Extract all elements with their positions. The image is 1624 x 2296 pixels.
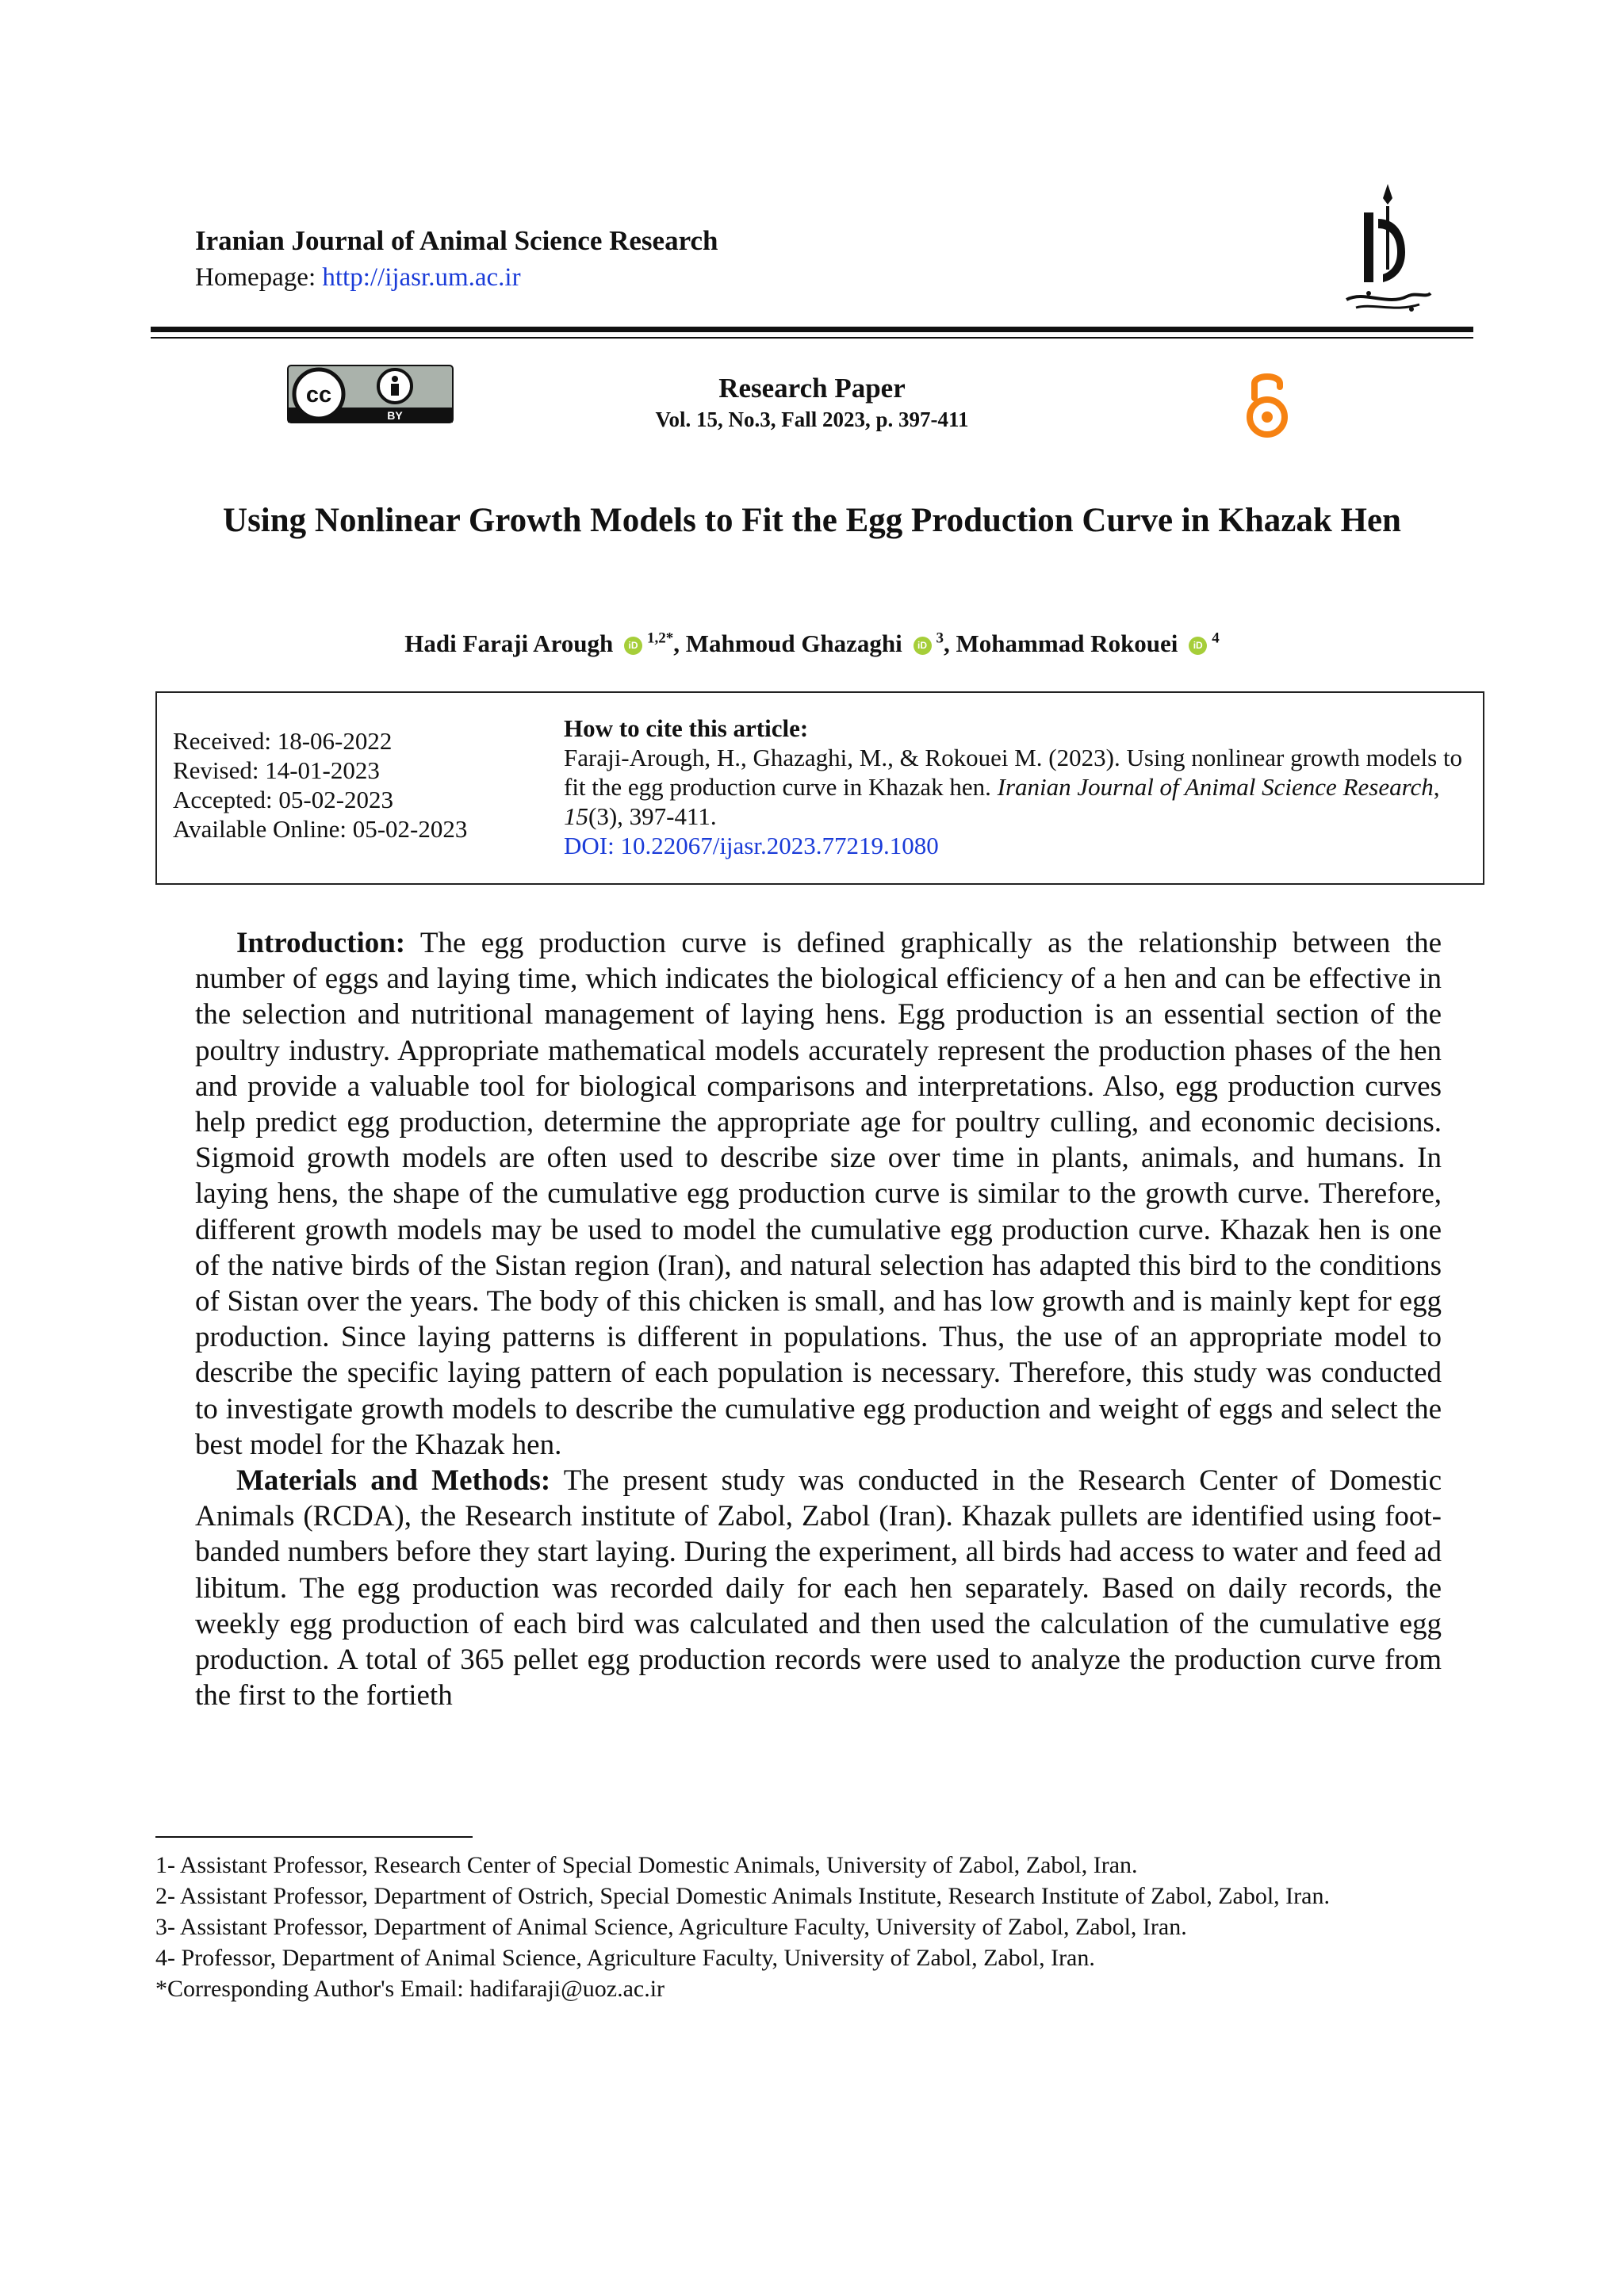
revised-date: Revised: 14-01-2023: [173, 756, 380, 784]
orcid-icon[interactable]: iD: [914, 637, 932, 655]
citation-doi-link[interactable]: DOI: 10.22067/ijasr.2023.77219.1080: [564, 832, 939, 859]
citation-text: [564, 743, 1476, 831]
footnote-item: 2- Assistant Professor, Department of Ostrich, Special Domestic Animals Institute, Research Institute of Zabol, Zabol, Iran.: [155, 1883, 1330, 1909]
cc-by-label: BY: [387, 409, 403, 422]
orcid-icon[interactable]: iD: [1189, 637, 1207, 655]
footnote-item: 3- Assistant Professor, Department of Animal Science, Agriculture Faculty, University of Zabol, Zabol, Iran.: [155, 1914, 1187, 1940]
paper-type: Research Paper: [718, 373, 906, 404]
homepage-line: [195, 263, 521, 293]
abstract-body: [195, 925, 1442, 1713]
footnote-item: 1- Assistant Professor, Research Center of Special Domestic Animals, University of Zabol, Zabol, Iran.: [155, 1852, 1138, 1878]
author-list: [0, 629, 1624, 658]
citation-journal: Iranian Journal of Animal Science Research: [997, 773, 1434, 801]
header-rule-thin: [151, 337, 1473, 339]
orcid-icon[interactable]: iD: [624, 637, 642, 655]
author-separator: ,: [944, 629, 956, 657]
citation-volume: 15: [564, 802, 588, 830]
open-access-icon: [1247, 366, 1288, 439]
homepage-link[interactable]: http://ijasr.um.ac.ir: [322, 263, 521, 292]
methods-heading: Materials and Methods:: [236, 1464, 551, 1498]
citation-heading: How to cite this article:: [564, 714, 809, 742]
volume-info: Vol. 15, No.3, Fall 2023, p. 397-411: [655, 408, 969, 431]
footnote-item: *Corresponding Author's Email: hadifaraji@uoz.ac.ir: [155, 1976, 665, 2002]
introduction-paragraph: [195, 925, 1442, 1463]
citation-authors-title: Faraji-Arough, H., Ghazaghi, M., & Rokouei M. (2023). Using nonlinear growth models to fit the egg production curve in Khazak hen.: [564, 744, 1463, 801]
author-affiliation: 1,2*: [647, 629, 674, 647]
journal-title: Iranian Journal of Animal Science Research: [195, 225, 718, 256]
citation-pages: (3), 397-411.: [588, 802, 717, 830]
homepage-label: Homepage:: [195, 263, 323, 292]
author-name: Mohammad Rokouei: [956, 629, 1178, 657]
article-dates: [173, 726, 467, 844]
citation-block: [564, 714, 1476, 860]
university-logo-icon: [1340, 181, 1435, 316]
author-name: Mahmoud Ghazaghi: [685, 629, 902, 657]
paper-title: Using Nonlinear Growth Models to Fit the Egg Production Curve in Khazak Hen: [223, 502, 1401, 539]
introduction-text: The egg production curve is defined graphically as the relationship between the number of eggs and laying time, which indicates the biological efficiency of a hen and can be effective in the selection and nutritional management of laying hens. Egg production is an essential section of the poultry industry. Appropriate mathematical models accurately represent the production phases of the hen and provide a valuable tool for biological comparisons and interpretations. Also, egg production curves help predict egg production, determine the appropriate age for poultry culling, and economic decisions. Sigmoid growth models are often used to describe size over time in plants, animals, and humans. In laying hens, the shape of the cumulative egg production curve is similar to the growth curve. Therefore, different growth models may be used to model the cumulative egg production curve. Khazak hen is one of the native birds of the Sistan region (Iran), and natural selection has adapted this bird to the conditions of Sistan over the years. The body of this chicken is small, and has low growth and is mainly kept for egg production. Since laying patterns is different in populations. Thus, the use of an appropriate model to describe the specific laying pattern of each population is necessary. Therefore, this study was conducted to investigate growth models to describe the cumulative egg production and weight of eggs and select the best model for the Khazak hen.: [195, 927, 1442, 1461]
introduction-heading: Introduction:: [236, 927, 406, 959]
article-info-box: [155, 691, 1484, 885]
footnote-item: 4- Professor, Department of Animal Science, Agriculture Faculty, University of Zabol, Zabol, Iran.: [155, 1945, 1095, 1971]
accepted-date: Accepted: 05-02-2023: [173, 786, 394, 813]
footnote-rule: [155, 1836, 473, 1838]
header-rule-thick: [151, 327, 1473, 332]
methods-text: The present study was conducted in the Research Center of Domestic Animals (RCDA), the Research institute of Zabol, Zabol (Iran). Khazak pullets are identified using foot-banded numbers before they start laying. During the experiment, all birds had access to water and feed ad libitum. The egg production was recorded daily for each hen separately. Based on daily records, the weekly egg production of each bird was calculated and then used the calculation of the cumulative egg production. A total of 365 pellet egg production records were used to analyze the production curve from the first to the fortieth: [195, 1464, 1442, 1712]
author-affiliation: 4: [1212, 629, 1220, 647]
citation-sep: ,: [1433, 773, 1440, 801]
received-date: Received: 18-06-2022: [173, 727, 393, 755]
author-name: Hadi Faraji Arough: [404, 629, 614, 657]
footnotes: [155, 1850, 1481, 2004]
author-affiliation: 3: [936, 629, 944, 647]
author-separator: ,: [673, 629, 686, 657]
online-date: Available Online: 05-02-2023: [173, 815, 468, 843]
methods-paragraph: [195, 1463, 1442, 1713]
svg-text:cc: cc: [305, 382, 332, 408]
